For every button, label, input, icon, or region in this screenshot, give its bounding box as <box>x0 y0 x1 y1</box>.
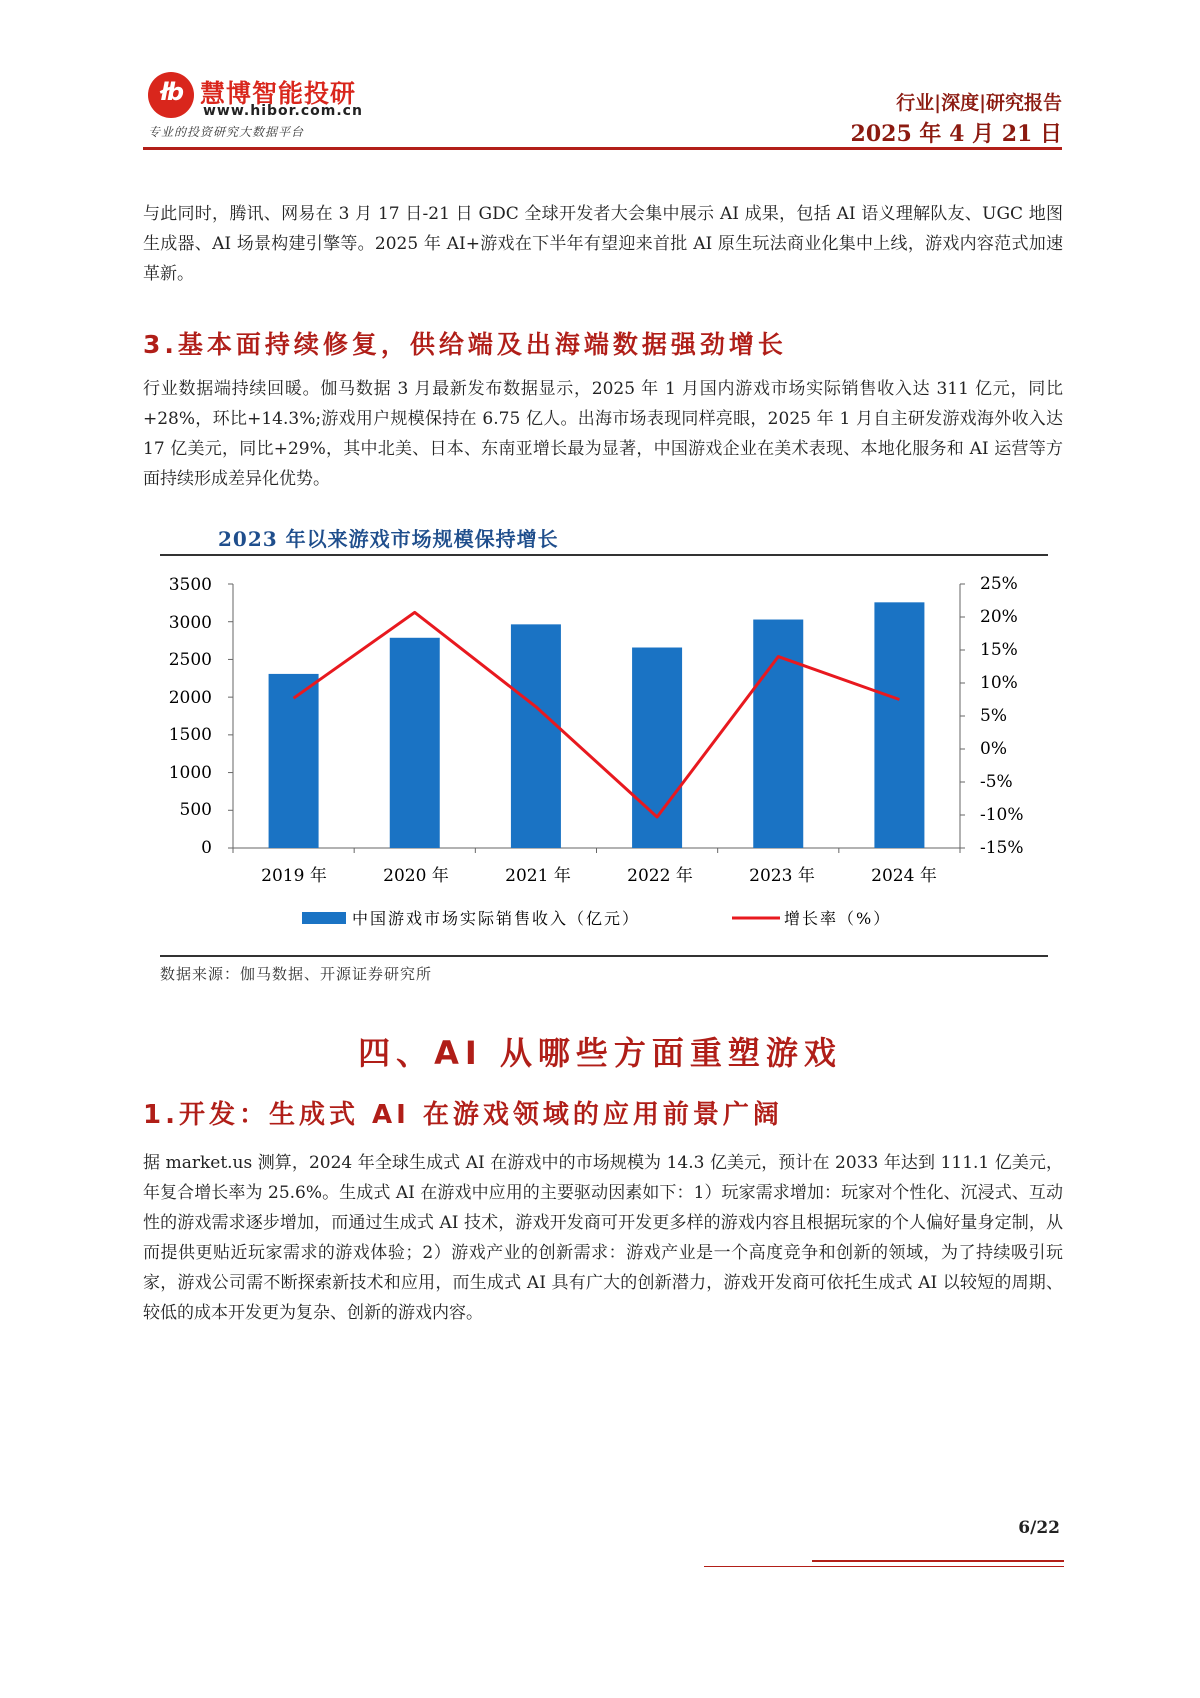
report-date: 2025 年 4 月 21 日 <box>850 121 1062 147</box>
logo-mark: łb <box>159 78 183 106</box>
bar <box>511 624 561 848</box>
x-tick: 2019 年 <box>261 866 327 886</box>
section-heading: 3.基本面持续修复，供给端及出海端数据强劲增长 <box>143 330 787 359</box>
legend-bar-swatch <box>302 912 346 924</box>
y2-tick: -5% <box>980 772 1013 792</box>
growth-rate-line <box>294 612 900 817</box>
y-tick: 3500 <box>168 575 212 595</box>
y-tick: 0 <box>201 838 212 858</box>
y2-tick: 15% <box>980 640 1018 660</box>
y2-tick: 20% <box>980 607 1018 627</box>
x-tick: 2021 年 <box>505 866 571 886</box>
chart-legend <box>302 909 891 928</box>
brand-url[interactable]: www.hibor.com.cn <box>203 103 363 119</box>
y-axis-right <box>980 574 1024 858</box>
section-paragraph: 行业数据端持续回暖。伽马数据 3 月最新发布数据显示，2025 年 1 月国内游戏市场实际销售收入达 311 亿元，同比+28%，环比+14.3%;游戏用户规模保持在 6.75 亿人。出海市场表现同样亮眼，2025 年 1 月自主研发游戏海外收入达 17 亿美元，同比+29%，其中北美、日本、东南亚增长最为显著，中国游戏企业在美术表现、本地化服务和 AI 运营等方面持续形成差异化优势。 <box>143 379 1063 489</box>
x-axis <box>261 865 937 886</box>
y2-tick: 25% <box>980 574 1018 594</box>
bar <box>390 638 440 848</box>
y-axis-left <box>169 575 212 858</box>
x-tick: 2023 年 <box>749 866 815 886</box>
x-tick: 2024 年 <box>871 866 937 886</box>
chapter-title: 四、AI 从哪些方面重塑游戏 <box>358 1034 842 1072</box>
page-number: 6/22 <box>1018 1518 1060 1538</box>
legend-bar-label: 中国游戏市场实际销售收入（亿元） <box>352 909 641 928</box>
intro-paragraph: 与此同时，腾讯、网易在 3 月 17 日-21 日 GDC 全球开发者大会集中展示 AI 成果，包括 AI 语义理解队友、UGC 地图生成器、AI 场景构建引擎等。2025 年 AI+游戏在下半年有望迎来首批 AI 原生玩法商业化集中上线，游戏内容范式加速革新。 <box>143 204 1063 284</box>
bar <box>269 674 319 848</box>
y2-tick: -15% <box>980 838 1024 858</box>
footer-rule <box>704 1566 1064 1567</box>
brand-slogan: 专业的投资研究大数据平台 <box>148 125 305 139</box>
x-tick: 2022 年 <box>627 866 693 886</box>
report-category: 行业|深度|研究报告 <box>896 92 1062 114</box>
y-tick: 2000 <box>168 688 212 708</box>
chart-title: 2023 年以来游戏市场规模保持增长 <box>218 527 559 551</box>
chart-source: 数据来源：伽马数据、开源证券研究所 <box>160 965 433 983</box>
footer-rule <box>812 1560 1064 1562</box>
y-tick: 1000 <box>168 763 212 783</box>
section-paragraph: 据 market.us 测算，2024 年全球生成式 AI 在游戏中的市场规模为 14.3 亿美元，预计在 2033 年达到 111.1 亿美元，年复合增长率为 25.6%。生成式 AI 在游戏中应用的主要驱动因素如下：1）玩家需求增加：玩家对个性化、沉浸式、互动性的游戏需求逐步增加，而通过生成式 AI 技术，游戏开发商可开发更多样的游戏内容且根据玩家的个人偏好量身定制，从而提供更贴近玩家需求的游戏体验；2）游戏产业的创新需求：游戏产业是一个高度竞争和创新的领域，为了持续吸引玩家，游戏公司需不断探索新技术和应用，而生成式 AI 具有广大的创新潜力，游戏开发商可依托生成式 AI 以较短的周期、较低的成本开发更为复杂、创新的游戏内容。 <box>143 1153 1063 1323</box>
y-tick: 2500 <box>168 650 212 670</box>
section-heading: 1.开发：生成式 AI 在游戏领域的应用前景广阔 <box>143 1100 783 1130</box>
y-tick: 3000 <box>168 613 212 633</box>
y2-tick: 10% <box>980 673 1018 693</box>
legend-line-label: 增长率（%） <box>784 909 892 928</box>
bar <box>874 602 924 848</box>
y-tick: 500 <box>179 800 212 820</box>
x-tick: 2020 年 <box>383 866 449 886</box>
y2-tick: 5% <box>980 706 1007 726</box>
chart-bottom-rule <box>160 955 1048 957</box>
y2-tick: -10% <box>980 805 1024 825</box>
y-tick: 1500 <box>168 725 212 745</box>
y2-tick: 0% <box>980 739 1007 759</box>
brand-name: 慧博智能投研 <box>200 79 357 108</box>
bar <box>753 620 803 848</box>
